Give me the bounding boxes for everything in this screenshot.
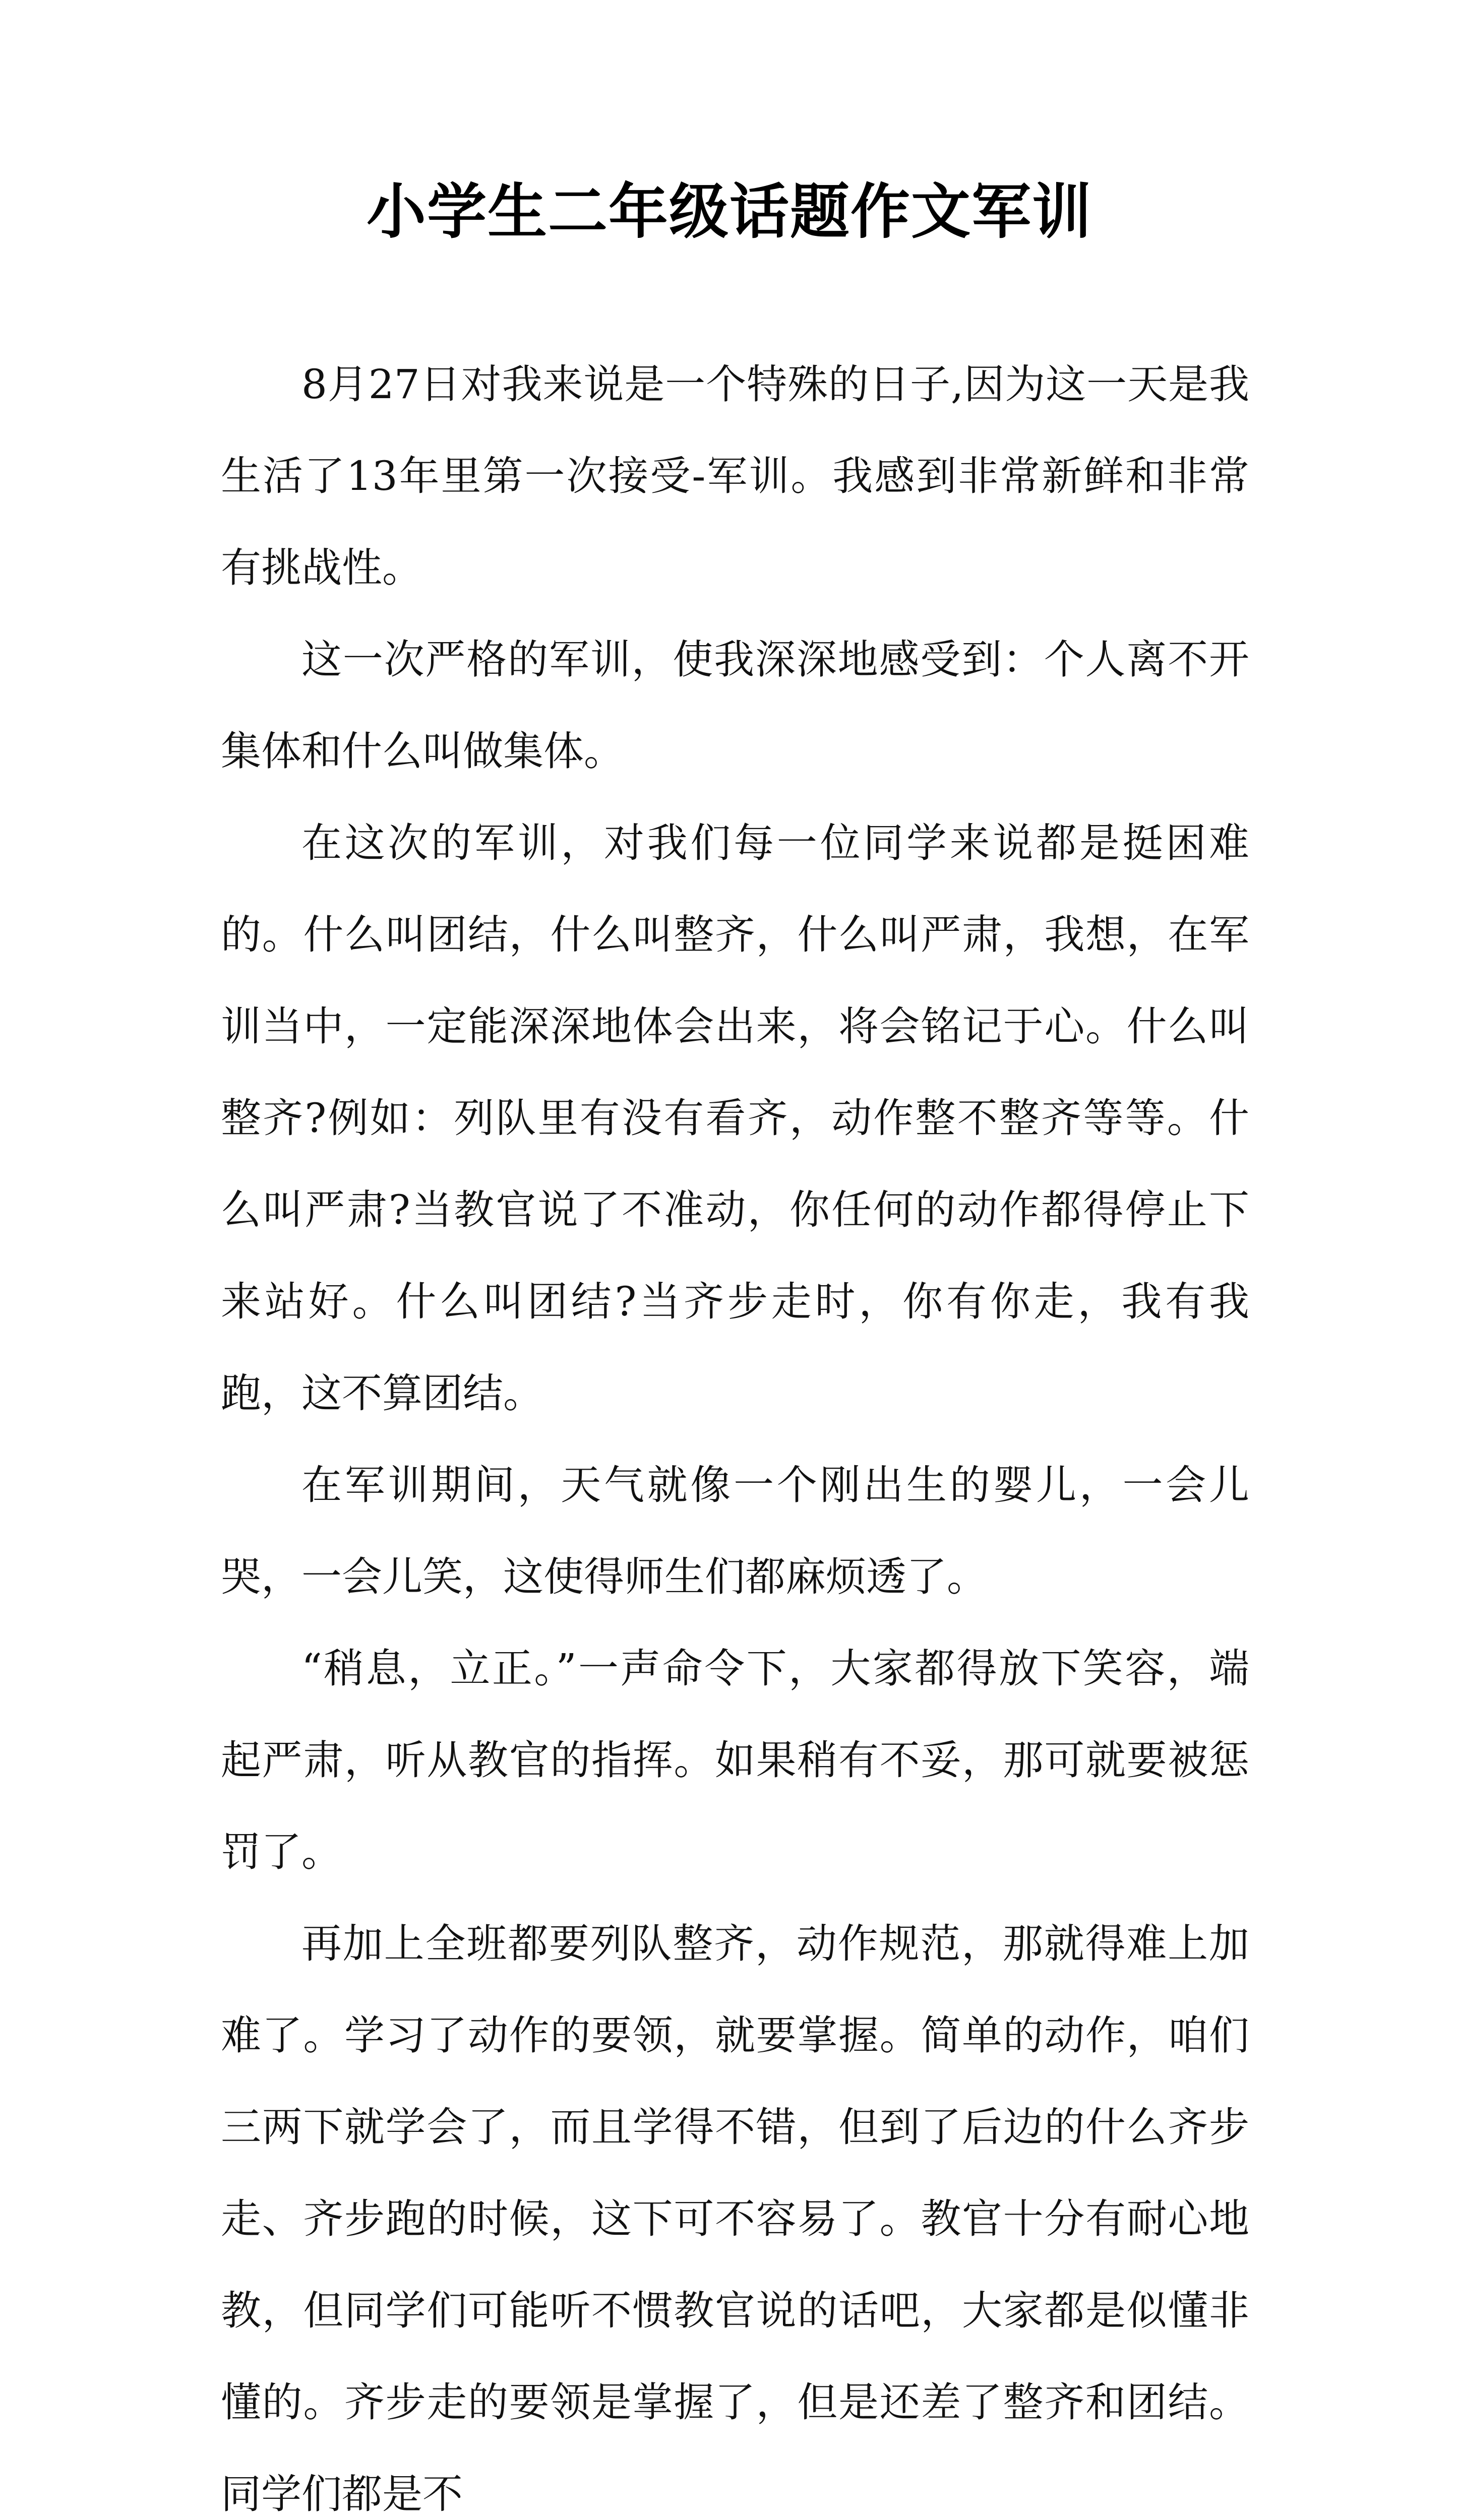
paragraph-6: 再加上全班都要列队整齐，动作规范，那就得难上加难了。学习了动作的要领，就要掌握。简单的动作，咱们三两下就学会了，而且学得不错，但到了后边的什么齐步走、齐步跑的时候，这下可不容易了。教官十分有耐心地教，但同学们可能听不惯教官说的话吧，大家都是似懂非懂的。齐步走的要领是掌握了，但是还差了整齐和团结。同学们都是不 — [221, 1920, 1249, 2517]
paragraph-4: 在军训期间，天气就像一个刚出生的婴儿，一会儿哭，一会儿笑，这使得师生们都麻烦透了。 — [221, 1462, 1249, 1600]
paragraph-3: 在这次的军训，对我们每一位同学来说都是挺困难的。什么叫团结，什么叫整齐，什么叫严肃，我想，在军训当中，一定能深深地体会出来，将会铭记于心。什么叫整齐?例如：列队里有没有看齐，动作整不整齐等等。什么叫严肃?当教官说了不准动，你任何的动作都得停止下来站好。什么叫团结?当齐步走时，你有你走，我有我跑，这不算团结。 — [221, 820, 1249, 1417]
paragraph-2: 这一次严格的军训，使我深深地感受到：个人离不开集体和什么叫做集体。 — [221, 636, 1249, 775]
document-title: 小学生二年级话题作文军训 — [366, 176, 1092, 246]
document-body — [221, 339, 1249, 2520]
paragraph-5: “稍息，立正。”一声命令下，大家都得放下笑容，端起严肃，听从教官的指挥。如果稍有不妥，那可就要被惩罚了。 — [221, 1645, 1249, 1875]
paragraph-1: 8月27日对我来说是一个特殊的日子,因为这一天是我生活了13年里第一次接受-军训。我感到非常新鲜和非常有挑战性。 — [221, 361, 1249, 591]
